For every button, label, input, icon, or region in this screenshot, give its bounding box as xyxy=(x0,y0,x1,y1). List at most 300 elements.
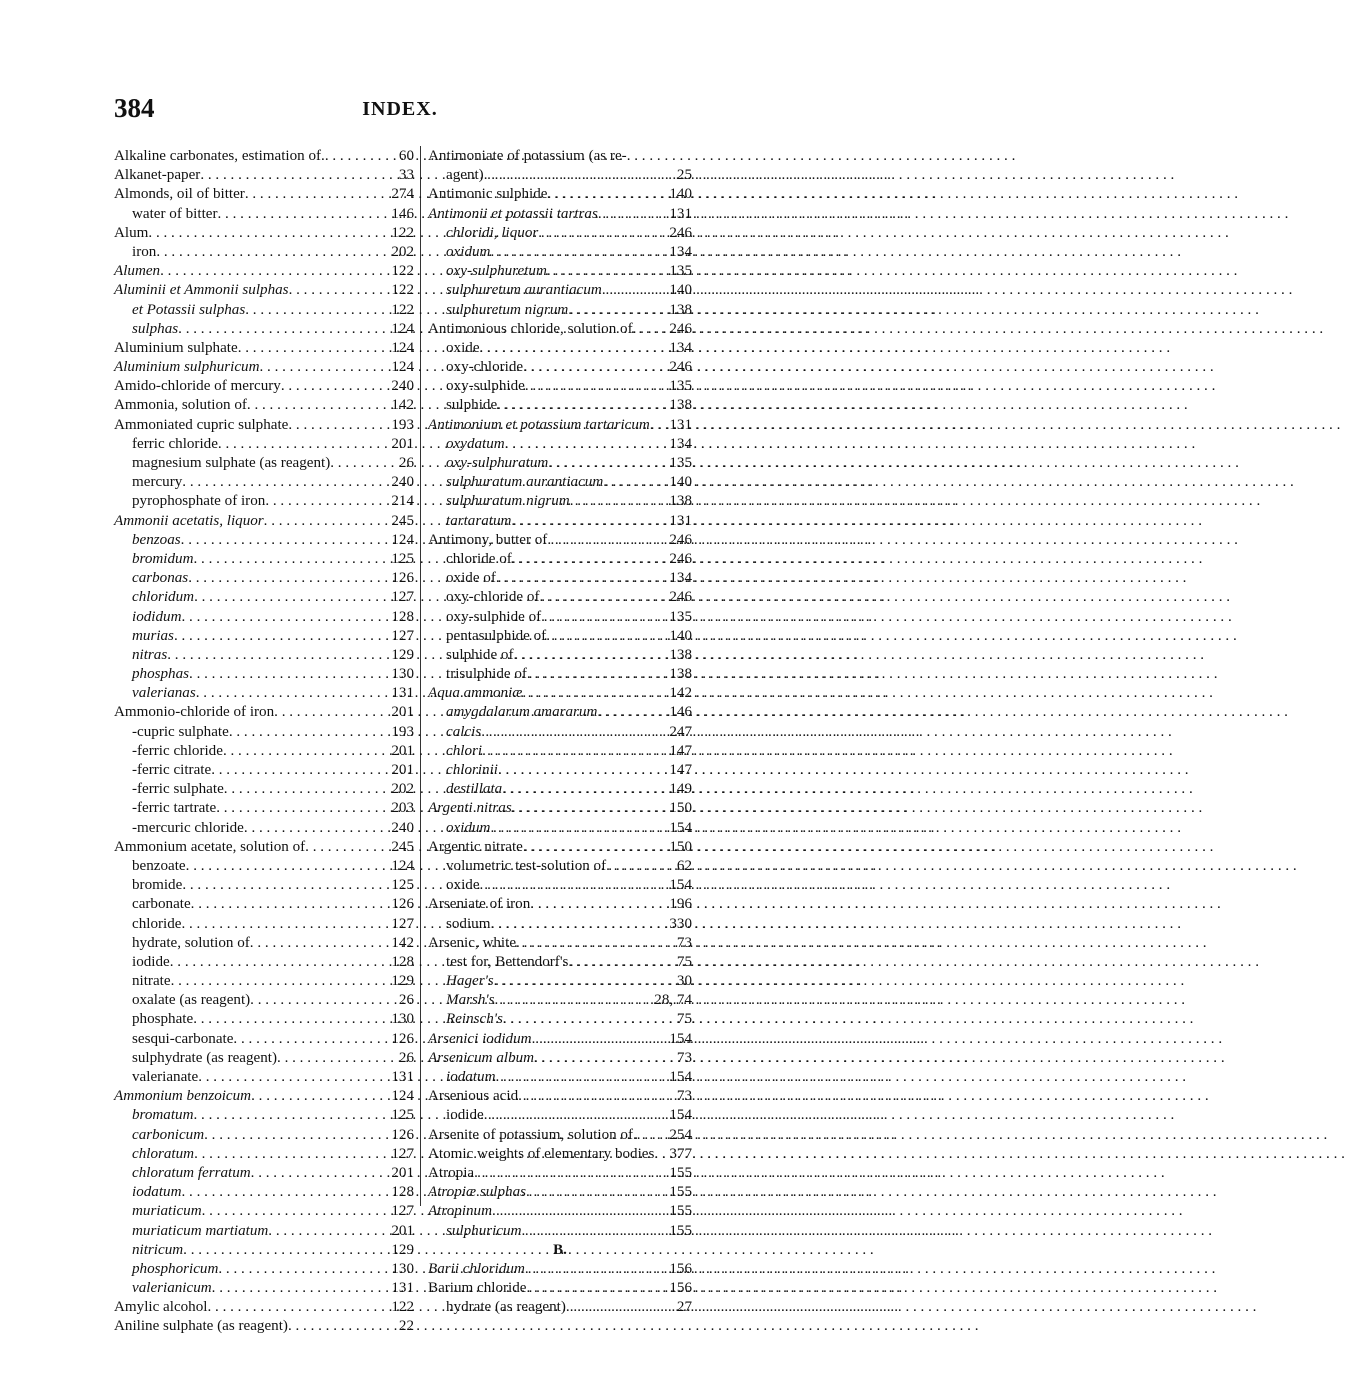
entry-page: 245 xyxy=(391,838,414,855)
entry-term: Arsenious acid xyxy=(428,1088,519,1105)
entry-term: calcis xyxy=(446,723,482,740)
entry-term: nitricum xyxy=(132,1241,184,1258)
leader-dots xyxy=(566,1298,674,1317)
entry-term: Amylic alcohol xyxy=(114,1299,208,1316)
entry-page: 122 xyxy=(391,1299,414,1316)
entry-page: 154 xyxy=(669,877,692,894)
leader-dots xyxy=(229,723,389,742)
leader-dots xyxy=(325,147,396,166)
entry-page: 26 xyxy=(398,992,414,1009)
index-entry xyxy=(114,396,414,415)
leader-dots xyxy=(191,895,389,914)
entry-page: 142 xyxy=(391,934,414,951)
leader-dots xyxy=(490,819,666,838)
leader-dots xyxy=(189,665,388,684)
leader-dots xyxy=(512,550,667,569)
index-entry xyxy=(428,703,692,722)
leader-dots xyxy=(244,819,388,838)
entry-page: 134 xyxy=(669,243,692,260)
index-entry xyxy=(114,435,414,454)
entry-page: 127 xyxy=(391,1145,414,1162)
leader-dots xyxy=(492,1202,666,1221)
entry-page: 214 xyxy=(391,493,414,510)
leader-dots xyxy=(188,569,388,588)
entry-term: sesqui-carbonate xyxy=(132,1030,234,1047)
entry-page: 150 xyxy=(669,838,692,855)
index-entry xyxy=(114,147,414,166)
entry-page: 62 xyxy=(676,857,692,874)
leader-dots xyxy=(548,454,666,473)
index-entry xyxy=(428,262,692,281)
entry-term: iodide xyxy=(446,1107,484,1124)
leader-dots xyxy=(568,953,673,972)
entry-page: 138 xyxy=(669,301,692,318)
leader-dots xyxy=(194,1145,388,1164)
leader-dots xyxy=(288,416,388,435)
leader-dots xyxy=(204,1126,388,1145)
leader-dots xyxy=(194,588,388,607)
entry-page: 30 xyxy=(676,973,692,990)
entry-page: 122 xyxy=(391,282,414,299)
leader-dots xyxy=(498,761,666,780)
leader-dots xyxy=(330,454,396,473)
leader-dots xyxy=(480,876,667,895)
leader-dots xyxy=(654,1145,666,1164)
entry-term: muriaticum martiatum xyxy=(132,1222,269,1239)
entry-term: Ammonia, solution of xyxy=(114,397,247,414)
entry-page: 156 xyxy=(669,1260,692,1277)
entry-page: 140 xyxy=(669,474,692,491)
index-entry xyxy=(114,627,414,646)
entry-page: 129 xyxy=(391,973,414,990)
entry-page: 124 xyxy=(391,531,414,548)
entry-term: test for, Bettendorf's xyxy=(446,953,569,970)
leader-dots xyxy=(170,953,389,972)
index-entry xyxy=(428,435,692,454)
index-entry xyxy=(114,205,414,224)
leader-dots xyxy=(541,608,666,627)
entry-term: chlori xyxy=(446,742,483,759)
leader-dots xyxy=(160,262,388,281)
entry-term: amygdalarum amararum xyxy=(446,704,598,721)
entry-page: 245 xyxy=(391,512,414,529)
entry-page: 131 xyxy=(391,685,414,702)
entry-term: sulphuratum aurantiacum xyxy=(446,474,604,491)
entry-page: 146 xyxy=(669,704,692,721)
index-entry xyxy=(428,608,692,627)
leader-dots xyxy=(245,301,388,320)
leader-dots xyxy=(274,703,388,722)
entry-page: 150 xyxy=(669,800,692,817)
leader-dots xyxy=(522,684,666,703)
index-entry xyxy=(428,799,692,818)
entry-term: Barium chloride xyxy=(428,1280,527,1297)
leader-dots xyxy=(289,281,389,300)
index-entry xyxy=(114,1010,414,1029)
entry-term: Atropiæ sulphas xyxy=(428,1184,526,1201)
entry-term: -ferric chloride xyxy=(132,742,223,759)
entry-term: water of bitter xyxy=(132,205,218,222)
entry-page: 138 xyxy=(669,493,692,510)
entry-page: 240 xyxy=(391,819,414,836)
entry-term: Almonds, oil of bitter xyxy=(114,186,245,203)
index-entry xyxy=(428,1049,692,1068)
entry-term: sulphydrate (as reagent) xyxy=(132,1049,278,1066)
leader-dots xyxy=(523,838,667,857)
index-entry xyxy=(114,339,414,358)
index-entry xyxy=(428,627,692,646)
leader-dots xyxy=(182,876,388,895)
entry-term: Barii chloridum xyxy=(428,1260,525,1277)
index-entry xyxy=(428,301,692,320)
index-entry xyxy=(428,512,692,531)
entry-page: 202 xyxy=(391,243,414,260)
entry-term: Arseniate of iron xyxy=(428,896,531,913)
entry-term: phosphoricum xyxy=(132,1260,219,1277)
index-entry xyxy=(114,588,414,607)
entry-page: 193 xyxy=(391,416,414,433)
leader-dots xyxy=(484,1106,667,1125)
leader-dots xyxy=(233,1030,388,1049)
index-entry xyxy=(428,473,692,492)
leader-dots xyxy=(598,205,667,224)
entry-page: 274 xyxy=(391,186,414,203)
entry-term: Antimony, butter of xyxy=(428,531,548,548)
entry-page: 155 xyxy=(669,1184,692,1201)
entry-term: Ammoniated cupric sulphate xyxy=(114,416,289,433)
leader-dots xyxy=(482,742,666,761)
entry-page: 154 xyxy=(669,1107,692,1124)
leader-dots xyxy=(490,915,666,934)
index-entry xyxy=(428,838,692,857)
entry-term: sulphuretum aurantiacum xyxy=(446,282,602,299)
leader-dots xyxy=(495,991,652,1010)
index-entry xyxy=(428,646,692,665)
leader-dots xyxy=(251,1164,389,1183)
entry-page: 240 xyxy=(391,378,414,395)
entry-term: phosphate xyxy=(132,1011,194,1028)
index-entry xyxy=(114,646,414,665)
entry-term: carbonas xyxy=(132,570,189,587)
entry-term: Aniline sulphate (as reagent) xyxy=(114,1318,288,1335)
index-entry xyxy=(428,1106,692,1125)
entry-page: 155 xyxy=(669,1203,692,1220)
entry-page: 28, 74 xyxy=(654,992,692,1009)
leader-dots xyxy=(603,473,666,492)
entry-term: Atomic weights of elementary bodies xyxy=(428,1145,655,1162)
index-entry xyxy=(428,895,692,914)
entry-term: oxy-sulphide of xyxy=(446,608,542,625)
entry-page: 142 xyxy=(391,397,414,414)
entry-term: iodatum xyxy=(132,1184,182,1201)
entry-term: sulphuratum nigrum xyxy=(446,493,570,510)
leader-dots xyxy=(245,185,389,204)
leader-dots xyxy=(251,1087,388,1106)
entry-term: valerianate xyxy=(132,1069,199,1085)
leader-dots xyxy=(156,243,388,262)
entry-term: oxalate (as reagent) xyxy=(132,992,251,1009)
index-entry xyxy=(114,819,414,838)
leader-dots xyxy=(539,588,666,607)
index-entry xyxy=(114,876,414,895)
entry-page: 75 xyxy=(676,1011,692,1028)
entry-term: muriaticum xyxy=(132,1203,202,1220)
entry-page: 127 xyxy=(391,1203,414,1220)
entry-term: Ammonio-chloride of iron xyxy=(114,704,275,721)
entry-term: carbonicum xyxy=(132,1126,205,1143)
leader-dots xyxy=(181,531,389,550)
leader-dots xyxy=(224,780,389,799)
entry-term: nitras xyxy=(132,646,168,663)
entry-term: bromatum xyxy=(132,1107,194,1124)
entry-page: 25 xyxy=(676,167,692,184)
index-entry xyxy=(428,991,692,1010)
entry-page: 128 xyxy=(391,953,414,970)
entry-page: 124 xyxy=(391,857,414,874)
leader-dots xyxy=(211,761,388,780)
leader-dots xyxy=(530,895,666,914)
entry-page: 131 xyxy=(391,1069,414,1085)
entry-term: benzoate xyxy=(132,857,186,874)
index-entry xyxy=(114,703,414,722)
index-entry xyxy=(114,953,414,972)
index-entry xyxy=(114,320,414,339)
index-entry xyxy=(114,224,414,243)
entry-page: 156 xyxy=(669,1280,692,1297)
index-entry xyxy=(428,953,692,972)
entry-page: 142 xyxy=(669,685,692,702)
entry-page: 125 xyxy=(391,1107,414,1124)
leader-dots xyxy=(194,1106,389,1125)
index-entry xyxy=(428,416,692,435)
leader-dots xyxy=(305,838,388,857)
leader-dots xyxy=(259,358,388,377)
entry-page: 246 xyxy=(669,531,692,548)
entry-page: 201 xyxy=(391,742,414,759)
leader-dots xyxy=(527,1279,667,1298)
entry-page: 124 xyxy=(391,320,414,337)
leader-dots xyxy=(525,377,667,396)
entry-term: chloride of xyxy=(446,550,512,567)
leader-dots xyxy=(265,492,388,511)
leader-dots xyxy=(250,991,396,1010)
entry-term: valerianas xyxy=(132,685,196,702)
entry-page: 330 xyxy=(669,915,692,932)
index-entry xyxy=(114,262,414,281)
index-entry xyxy=(114,531,414,550)
entry-page: 126 xyxy=(391,1030,414,1047)
index-entry xyxy=(114,1202,414,1221)
index-entry xyxy=(114,972,414,991)
index-entry xyxy=(114,665,414,684)
entry-term: sulphuricum xyxy=(446,1222,522,1239)
entry-term: oxidum xyxy=(446,243,491,260)
index-entry xyxy=(428,1183,692,1202)
index-entry xyxy=(428,780,692,799)
entry-term: oxide of xyxy=(446,570,496,587)
entry-page: 146 xyxy=(391,205,414,222)
index-entry xyxy=(114,1164,414,1183)
entry-page: 201 xyxy=(391,704,414,721)
page-header xyxy=(114,93,686,133)
entry-page: 240 xyxy=(391,474,414,491)
index-entry xyxy=(114,761,414,780)
entry-page: 130 xyxy=(391,666,414,683)
entry-page: 246 xyxy=(669,359,692,376)
leader-dots xyxy=(650,416,667,435)
entry-page: 22 xyxy=(398,1318,414,1335)
index-entry xyxy=(428,876,692,895)
leader-dots xyxy=(218,205,389,224)
index-entry xyxy=(428,1087,692,1106)
index-entry xyxy=(114,301,414,320)
leader-dots xyxy=(194,550,389,569)
entry-page: 154 xyxy=(669,1069,692,1085)
index-entry xyxy=(428,396,692,415)
leader-dots xyxy=(174,627,388,646)
index-entry xyxy=(428,723,692,742)
entry-term: hydrate (as reagent) xyxy=(446,1299,566,1316)
index-entry xyxy=(428,185,692,204)
leader-dots xyxy=(503,1010,674,1029)
index-entry xyxy=(114,473,414,492)
entry-page: 126 xyxy=(391,570,414,587)
leader-dots xyxy=(532,1030,667,1049)
leader-dots xyxy=(247,396,388,415)
index-entry xyxy=(114,934,414,953)
entry-term: sulphuretum nigrum xyxy=(446,301,569,318)
index-entry xyxy=(114,723,414,742)
entry-page: 247 xyxy=(669,723,692,740)
entry-term: phosphas xyxy=(132,666,190,683)
leader-dots xyxy=(181,1183,388,1202)
entry-page: 131 xyxy=(669,416,692,433)
index-entry xyxy=(428,281,692,300)
index-entry xyxy=(114,1298,414,1317)
index-entry xyxy=(428,1164,692,1183)
entry-page: 128 xyxy=(391,608,414,625)
index-entry xyxy=(114,1106,414,1125)
index-entry xyxy=(428,665,692,684)
entry-page: 129 xyxy=(391,646,414,663)
entry-term: benzoas xyxy=(132,531,181,548)
entry-page: 129 xyxy=(391,1241,414,1258)
entry-term: chloridi, liquor xyxy=(446,224,539,241)
entry-page: 33 xyxy=(398,167,414,184)
leader-dots xyxy=(606,857,674,876)
entry-page: 201 xyxy=(391,762,414,778)
index-entry xyxy=(114,1087,414,1106)
entry-page: 131 xyxy=(391,1280,414,1297)
index-entry xyxy=(114,1049,414,1068)
page-number: 384 xyxy=(114,93,155,123)
leader-dots xyxy=(484,166,674,185)
leader-dots xyxy=(512,799,667,818)
entry-term: iodide xyxy=(132,953,170,970)
entry-term: oxy-sulphuretum xyxy=(446,263,547,280)
index-entry xyxy=(114,915,414,934)
entry-term: Aqua ammoniæ xyxy=(428,685,523,702)
entry-page: 124 xyxy=(391,359,414,376)
entry-term: oxy-sulphuratum xyxy=(446,455,549,471)
entry-page: 26 xyxy=(398,1049,414,1066)
index-entry xyxy=(114,608,414,627)
entry-term: nitrate xyxy=(132,973,171,990)
entry-page: 155 xyxy=(669,1164,692,1181)
entry-term: mercury xyxy=(132,474,183,491)
page-title: INDEX. xyxy=(362,98,438,120)
section-letter: B. xyxy=(553,1241,567,1258)
index-entry xyxy=(428,1279,692,1298)
entry-term: pentasulphide of xyxy=(446,627,547,644)
entry-term: Ammonium acetate, solution of xyxy=(114,838,306,855)
index-entry xyxy=(114,991,414,1010)
leader-dots xyxy=(505,435,667,454)
leader-dots xyxy=(238,339,389,358)
entry-term: pyrophosphate of iron xyxy=(132,493,266,510)
leader-dots xyxy=(481,723,666,742)
entry-term: Aluminii et Ammonii sulphas xyxy=(114,282,289,299)
index-entry xyxy=(428,742,692,761)
entry-term: chloratum xyxy=(132,1145,195,1162)
index-entry xyxy=(428,377,692,396)
entry-page: 135 xyxy=(669,608,692,625)
entry-page: 127 xyxy=(391,627,414,644)
index-entry xyxy=(114,569,414,588)
entry-page: 125 xyxy=(391,877,414,894)
leader-dots xyxy=(148,224,388,243)
entry-term: -mercuric chloride xyxy=(132,819,244,836)
entry-term: oxide xyxy=(446,339,480,356)
entry-page: 147 xyxy=(669,742,692,759)
entry-page: 149 xyxy=(669,781,692,798)
entry-page: 201 xyxy=(391,1222,414,1239)
index-entry xyxy=(114,512,414,531)
leader-dots xyxy=(570,492,667,511)
index-entry xyxy=(428,934,692,953)
entry-page: 202 xyxy=(391,781,414,798)
leader-dots xyxy=(538,224,666,243)
entry-page: 135 xyxy=(669,263,692,280)
index-entry xyxy=(428,972,692,991)
entry-page: 140 xyxy=(669,627,692,644)
entry-term: -cupric sulphate xyxy=(132,723,229,740)
entry-term: bromidum xyxy=(132,550,194,567)
entry-term: oxy-chloride xyxy=(446,359,524,376)
index-entry xyxy=(114,185,414,204)
index-entry xyxy=(428,1298,692,1317)
leader-dots xyxy=(547,262,666,281)
index-entry xyxy=(428,761,692,780)
leader-dots xyxy=(281,377,389,396)
leader-dots xyxy=(250,934,389,953)
index-entry xyxy=(428,1145,692,1164)
leader-dots xyxy=(207,1298,388,1317)
leader-dots xyxy=(474,1164,666,1183)
entry-term: iron xyxy=(132,243,157,260)
entry-page: 127 xyxy=(391,915,414,932)
entry-page: 122 xyxy=(391,224,414,241)
index-entry xyxy=(428,147,692,166)
entry-term: sulphas xyxy=(132,320,179,337)
leader-dots xyxy=(171,972,389,991)
index-entry xyxy=(114,780,414,799)
entry-term: Arsenic, white xyxy=(428,934,517,951)
leader-dots xyxy=(547,531,666,550)
entry-term: Antimonious chloride, solution of xyxy=(428,320,633,337)
index-entry xyxy=(428,1030,692,1049)
entry-term: Arsenite of potassium, solution of. xyxy=(428,1126,637,1143)
